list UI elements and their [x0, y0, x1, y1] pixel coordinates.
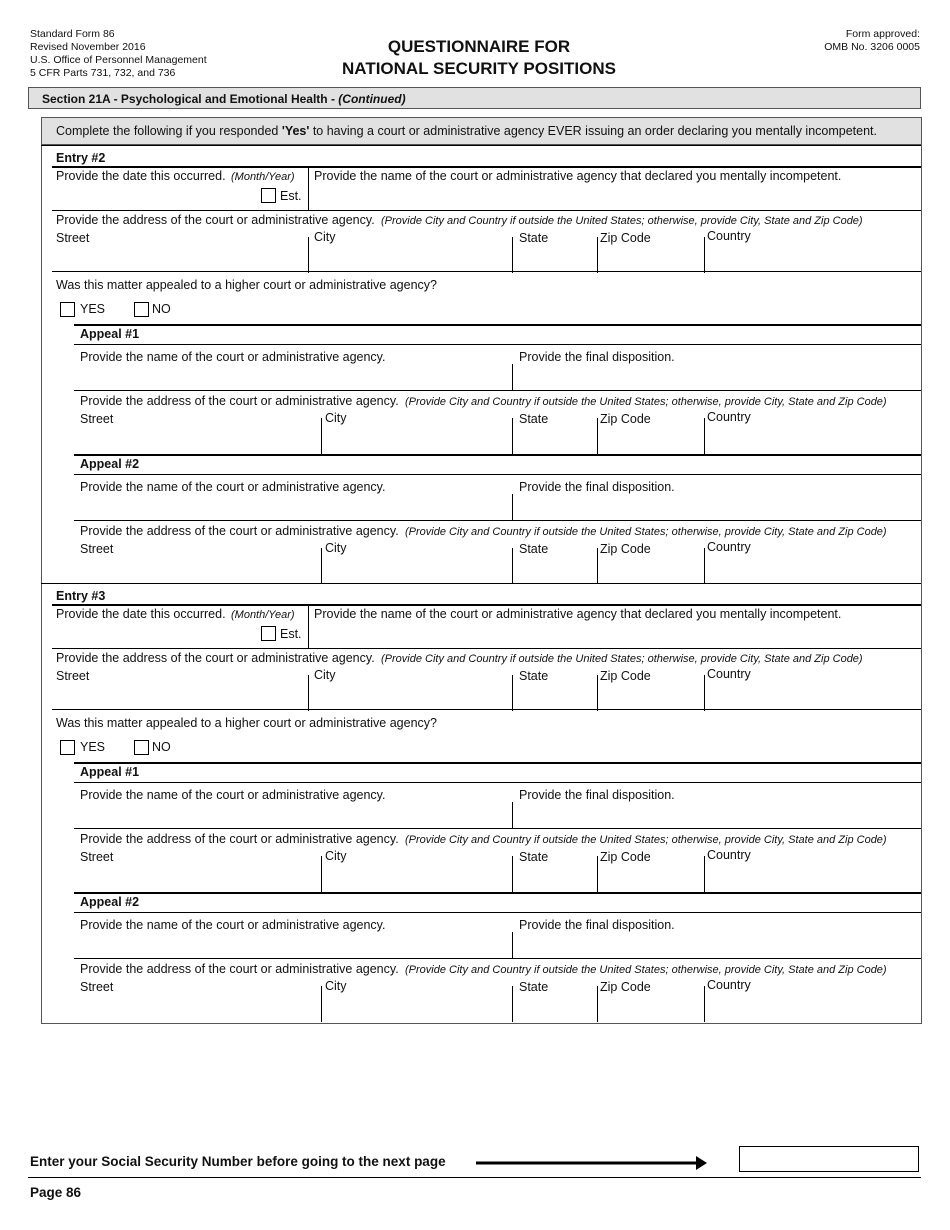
entry-2-state-label: State	[519, 231, 549, 245]
entry-3-address-rule	[52, 709, 921, 710]
entry-2-appeal-1-court-name-input[interactable]	[80, 366, 508, 388]
form-identifier	[30, 28, 207, 80]
entry-2-est-label: Est.	[280, 189, 302, 203]
entry-3-appeal-2-country-input[interactable]	[707, 996, 917, 1020]
entry-3-date-label: Provide the date this occurred.	[56, 607, 226, 621]
entry-3-est-checkbox[interactable]	[261, 626, 276, 641]
entry-3-appeal-1-divider-state	[512, 856, 513, 892]
entry-3-appeal-2-state-input[interactable]	[515, 996, 594, 1020]
entry-3-appeal-2-title: Appeal #2	[80, 895, 140, 909]
entry-2-appeal-2-divider-state	[512, 548, 513, 584]
form-revision: Revised November 2016	[30, 41, 146, 53]
entry-3-appeal-2-state-label: State	[519, 980, 549, 994]
entry-2-appeal-1-court-name-label: Provide the name of the court or administrative agency.	[80, 350, 386, 364]
entry-3-appeal-1-disposition-input[interactable]	[516, 804, 917, 826]
entry-2-appeal-2-top-rule	[74, 454, 921, 456]
entry-2-divider-zip	[597, 237, 598, 273]
entry-2-appeal-1-title-rule	[74, 344, 921, 345]
entry-2-appeal-2-zip-label: Zip Code	[600, 542, 651, 556]
entry-3-no-checkbox[interactable]	[134, 740, 149, 755]
entry-2-appeal-1-city-label: City	[325, 411, 347, 425]
entry-2-date-label: Provide the date this occurred.	[56, 169, 226, 183]
omb-approval	[824, 28, 920, 54]
entry-3-appeal-1-country-label: Country	[707, 848, 751, 862]
entry-2-address-label: Provide the address of the court or administrative agency.	[56, 213, 375, 227]
entry-2-appeal-1-title: Appeal #1	[80, 327, 140, 341]
entry-3-appeal-2-zip-input[interactable]	[600, 996, 701, 1020]
title-line-2: NATIONAL SECURITY POSITIONS	[342, 59, 616, 78]
entry-2-country-label: Country	[707, 229, 751, 243]
entry-2-city-input[interactable]	[311, 247, 509, 271]
entry-3-appeal-2-name-rule	[74, 958, 921, 959]
entry-2-street-input[interactable]	[56, 247, 304, 271]
entry-2-court-incompetent-input[interactable]	[312, 185, 917, 207]
entry-2-yes-label: YES	[80, 302, 106, 316]
entry-3-appeal-1-street-input[interactable]	[80, 866, 317, 890]
entry-3-appeal-1-top-rule	[74, 762, 921, 764]
instruction-text: Complete the following if you responded 'Yes' to having a court or administrative agency EVER issuing an order declaring you mentally incompetent.	[56, 124, 878, 138]
entry-3-appeal-2-title-rule	[74, 912, 921, 913]
entry-2-appeal-1-state-label: State	[519, 412, 549, 426]
entry-3-address-hint: (Provide City and Country if outside the United States; otherwise, provide City, State and Zip Code)	[381, 653, 863, 665]
entry-3-divider-state	[512, 675, 513, 711]
entry-2-date-rule	[52, 210, 921, 211]
form-number: Standard Form 86	[30, 28, 115, 40]
entry-3-appeal-2-zip-label: Zip Code	[600, 980, 651, 994]
entry-3-appeal-2-city-label: City	[325, 979, 347, 993]
entry-3-yes-label: YES	[80, 740, 106, 754]
entry-3-appeal-1-title: Appeal #1	[80, 765, 140, 779]
entry-3-city-label: City	[314, 668, 336, 682]
entry-3-zip-input[interactable]	[600, 685, 701, 709]
entry-2-country-input[interactable]	[707, 247, 917, 271]
entry-3-appealed-question: Was this matter appealed to a higher court or administrative agency?	[56, 716, 437, 730]
entry-2-appeal-1-name-rule	[74, 390, 921, 391]
entry-3-appeal-1-state-label: State	[519, 850, 549, 864]
entry-2-appeal-1-address-hint: (Provide City and Country if outside the United States; otherwise, provide City, State and Zip Code)	[405, 396, 887, 408]
entry-2-city-label: City	[314, 230, 336, 244]
entry-2-title-rule	[52, 166, 921, 168]
entry-2-address-hint: (Provide City and Country if outside the United States; otherwise, provide City, State and Zip Code)	[381, 215, 863, 227]
entry-3-appeal-1-court-name-input[interactable]	[80, 804, 508, 826]
entry-2-appeal-1-disposition-input[interactable]	[516, 366, 917, 388]
entry-2-appeal-2-state-label: State	[519, 542, 549, 556]
entry-2-appeal-2-state-input[interactable]	[515, 558, 594, 582]
entry-2-title: Entry #2	[56, 151, 106, 165]
entry-2-zip-input[interactable]	[600, 247, 701, 271]
entry-3-appeal-1-divider-country	[704, 856, 705, 892]
entry-3-appeal-2-disposition-label: Provide the final disposition.	[519, 918, 675, 932]
entry-3-street-label: Street	[56, 669, 90, 683]
entry-2-appeal-1-zip-label: Zip Code	[600, 412, 651, 426]
entry-3-appeal-2-address-hint: (Provide City and Country if outside the United States; otherwise, provide City, State and Zip Code)	[405, 964, 887, 976]
entry-2-appeal-2-address-label: Provide the address of the court or administrative agency.	[80, 524, 399, 538]
entry-2-appeal-2-divider-disposition	[512, 494, 513, 520]
page-title	[290, 36, 668, 80]
entry-3-date-input[interactable]	[56, 623, 252, 643]
entry-2-appeal-2-disposition-input[interactable]	[516, 496, 917, 518]
entry-2-appeal-1-street-label: Street	[80, 412, 114, 426]
entry-3-appeal-1-address-label: Provide the address of the court or administrative agency.	[80, 832, 399, 846]
entry-3-appeal-1-divider-zip	[597, 856, 598, 892]
entry-3-month-year-hint: (Month/Year)	[231, 609, 295, 621]
form-agency: U.S. Office of Personnel Management	[30, 54, 207, 66]
entry-2-est-checkbox[interactable]	[261, 188, 276, 203]
entry-2-appeal-1-divider-country	[704, 418, 705, 454]
entry-2-appeal-2-street-label: Street	[80, 542, 114, 556]
entry-3-zip-label: Zip Code	[600, 669, 651, 683]
entry-2-yes-checkbox[interactable]	[60, 302, 75, 317]
entry-3-divider-country	[704, 675, 705, 711]
entry-2-street-label: Street	[56, 231, 90, 245]
entry-3-top-rule	[41, 583, 921, 584]
entry-2-divider-state	[512, 237, 513, 273]
entry-2-appeal-2-divider-city	[321, 548, 322, 584]
entry-3-date-rule	[52, 648, 921, 649]
entry-3-appeal-1-state-input[interactable]	[515, 866, 594, 890]
entry-2-appeal-2-city-input[interactable]	[324, 558, 509, 582]
entry-2-month-year-hint: (Month/Year)	[231, 171, 295, 183]
entry-3-appeal-2-top-rule	[74, 892, 921, 894]
entry-3-appeal-2-divider-state	[512, 986, 513, 1022]
entry-2-appeal-1-state-input[interactable]	[515, 428, 594, 452]
entry-2-top-rule	[41, 145, 921, 146]
entry-2-appeal-1-top-rule	[74, 324, 921, 326]
entry-2-appeal-2-divider-country	[704, 548, 705, 584]
entry-2-appeal-1-disposition-label: Provide the final disposition.	[519, 350, 675, 364]
entry-3-appeal-1-street-label: Street	[80, 850, 114, 864]
entry-2-date-input[interactable]	[56, 185, 252, 205]
entry-3-appeal-1-city-input[interactable]	[324, 866, 509, 890]
entry-3-appeal-1-title-rule	[74, 782, 921, 783]
ssn-prompt: Enter your Social Security Number before going to the next page	[30, 1154, 446, 1169]
entry-3-appeal-2-disposition-input[interactable]	[516, 934, 917, 956]
entry-2-address-rule	[52, 271, 921, 272]
entry-3-appeal-2-divider-country	[704, 986, 705, 1022]
entry-2-appealed-question: Was this matter appealed to a higher court or administrative agency?	[56, 278, 437, 292]
entry-2-appeal-1-street-input[interactable]	[80, 428, 317, 452]
entry-2-appeal-2-country-input[interactable]	[707, 558, 917, 582]
entry-3-state-label: State	[519, 669, 549, 683]
entry-2-appeal-2-disposition-label: Provide the final disposition.	[519, 480, 675, 494]
entry-2-appeal-1-divider-disposition	[512, 364, 513, 390]
form-cfr: 5 CFR Parts 731, 732, and 736	[30, 67, 176, 79]
footer-divider	[28, 1177, 921, 1178]
entry-2-appeal-1-divider-zip	[597, 418, 598, 454]
entry-3-appeal-1-country-input[interactable]	[707, 866, 917, 890]
entry-3-title-rule	[52, 604, 921, 606]
entry-3-appeal-1-zip-label: Zip Code	[600, 850, 651, 864]
entry-2-appeal-2-court-name-input[interactable]	[80, 496, 508, 518]
entry-2-divider-date	[308, 167, 309, 210]
entry-3-appeal-1-address-hint: (Provide City and Country if outside the United States; otherwise, provide City, State and Zip Code)	[405, 834, 887, 846]
section-title: Section 21A - Psychological and Emotional Health - (Continued)	[42, 92, 406, 106]
entry-2-court-incompetent-label: Provide the name of the court or administrative agency that declared you mentally incompetent.	[314, 169, 842, 183]
entry-2-no-label: NO	[152, 302, 171, 316]
instruction-bar	[41, 117, 922, 145]
approval-line-1: Form approved:	[845, 28, 920, 40]
entry-3-divider-date	[308, 605, 309, 648]
entry-3-appeal-2-divider-zip	[597, 986, 598, 1022]
entry-2-appeal-2-court-name-label: Provide the name of the court or administrative agency.	[80, 480, 386, 494]
entry-3-divider-city	[308, 675, 309, 711]
title-line-1: QUESTIONNAIRE FOR	[387, 37, 571, 56]
entry-3-title: Entry #3	[56, 589, 106, 603]
entry-3-court-incompetent-input[interactable]	[312, 623, 917, 645]
entry-2-appeal-1-divider-state	[512, 418, 513, 454]
entry-2-appeal-1-zip-input[interactable]	[600, 428, 701, 452]
entry-3-street-input[interactable]	[56, 685, 304, 709]
entry-3-appeal-1-disposition-label: Provide the final disposition.	[519, 788, 675, 802]
entry-3-appeal-1-city-label: City	[325, 849, 347, 863]
entry-3-state-input[interactable]	[515, 685, 594, 709]
entry-3-appeal-2-city-input[interactable]	[324, 996, 509, 1020]
entry-2-appeal-1-country-input[interactable]	[707, 428, 917, 452]
entry-3-appeal-2-country-label: Country	[707, 978, 751, 992]
entry-2-appeal-2-country-label: Country	[707, 540, 751, 554]
entry-3-appeal-1-name-rule	[74, 828, 921, 829]
entry-2-appeal-1-divider-city	[321, 418, 322, 454]
entry-2-appeal-2-title: Appeal #2	[80, 457, 140, 471]
entry-3-appeal-2-street-input[interactable]	[80, 996, 317, 1020]
entry-2-appeal-2-street-input[interactable]	[80, 558, 317, 582]
entry-2-divider-city	[308, 237, 309, 273]
entry-3-divider-zip	[597, 675, 598, 711]
approval-line-2: OMB No. 3206 0005	[824, 41, 920, 53]
entry-3-appeal-2-court-name-input[interactable]	[80, 934, 508, 956]
entry-2-appeal-2-address-hint: (Provide City and Country if outside the United States; otherwise, provide City, State and Zip Code)	[405, 526, 887, 538]
entry-3-appeal-1-zip-input[interactable]	[600, 866, 701, 890]
entry-2-appeal-1-address-label: Provide the address of the court or administrative agency.	[80, 394, 399, 408]
entry-2-appeal-1-city-input[interactable]	[324, 428, 509, 452]
entry-2-zip-label: Zip Code	[600, 231, 651, 245]
entry-2-state-input[interactable]	[515, 247, 594, 271]
ssn-input[interactable]	[739, 1146, 919, 1172]
entry-2-no-checkbox[interactable]	[134, 302, 149, 317]
page-number: Page 86	[30, 1185, 82, 1200]
arrow-icon	[476, 1155, 708, 1171]
entry-3-est-label: Est.	[280, 627, 302, 641]
entry-3-appeal-1-divider-disposition	[512, 802, 513, 828]
entry-3-appeal-2-divider-disposition	[512, 932, 513, 958]
entry-2-appeal-1-country-label: Country	[707, 410, 751, 424]
entry-3-appeal-2-court-name-label: Provide the name of the court or administrative agency.	[80, 918, 386, 932]
section-header	[28, 87, 921, 109]
entry-3-country-input[interactable]	[707, 685, 917, 709]
entry-3-yes-checkbox[interactable]	[60, 740, 75, 755]
entry-3-address-label: Provide the address of the court or administrative agency.	[56, 651, 375, 665]
entry-3-appeal-2-address-label: Provide the address of the court or administrative agency.	[80, 962, 399, 976]
entry-3-court-incompetent-label: Provide the name of the court or administrative agency that declared you mentally incompetent.	[314, 607, 842, 621]
entry-2-appeal-2-title-rule	[74, 474, 921, 475]
entry-2-divider-country	[704, 237, 705, 273]
entry-2-appeal-2-name-rule	[74, 520, 921, 521]
entry-3-appeal-1-court-name-label: Provide the name of the court or administrative agency.	[80, 788, 386, 802]
entry-3-no-label: NO	[152, 740, 171, 754]
entry-3-appeal-2-street-label: Street	[80, 980, 114, 994]
entry-3-country-label: Country	[707, 667, 751, 681]
entry-2-appeal-2-zip-input[interactable]	[600, 558, 701, 582]
entry-2-appeal-2-divider-zip	[597, 548, 598, 584]
entry-2-appeal-2-city-label: City	[325, 541, 347, 555]
entry-3-appeal-1-divider-city	[321, 856, 322, 892]
entry-3-appeal-2-divider-city	[321, 986, 322, 1022]
entry-3-city-input[interactable]	[311, 685, 509, 709]
